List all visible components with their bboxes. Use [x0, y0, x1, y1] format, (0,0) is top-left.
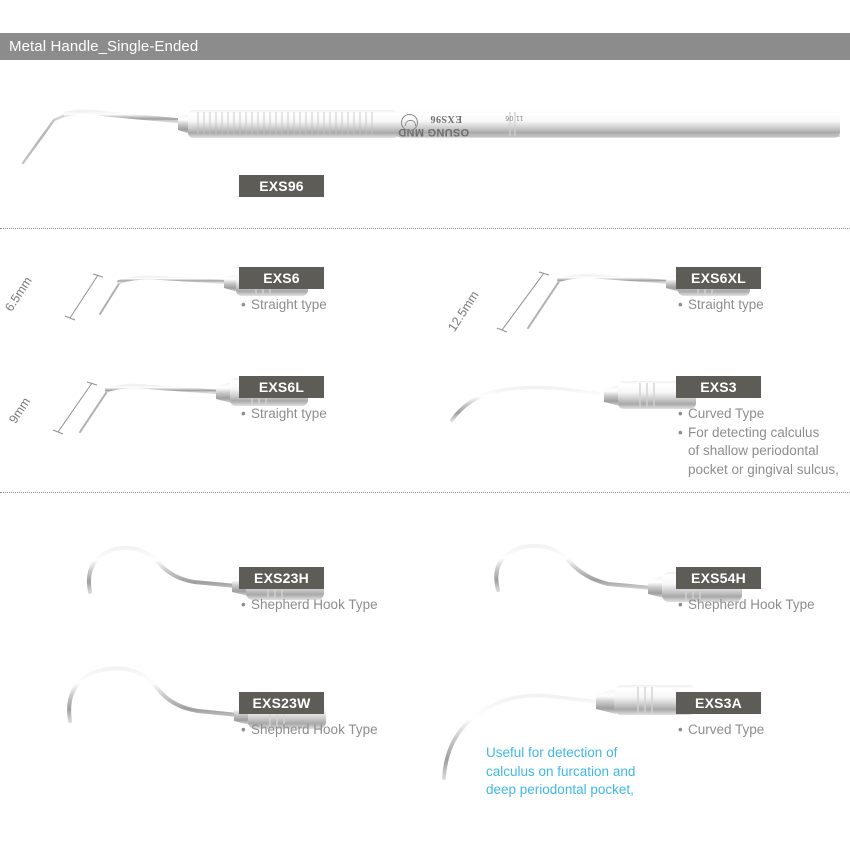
handle-engraving-brand: OSUNG MND	[398, 126, 470, 138]
description-exs23w	[241, 721, 441, 740]
model-label-exs6xl: EXS6XL	[676, 267, 761, 289]
description-line: • For detecting calculus	[678, 424, 850, 443]
page-title: Metal Handle_Single-Ended	[9, 38, 199, 55]
description-line: • Shepherd Hook Type	[241, 721, 441, 740]
description-line: pocket or gingival sulcus,	[688, 461, 839, 477]
model-label-exs23h: EXS23H	[239, 567, 324, 589]
brand-logo-icon	[401, 114, 418, 131]
section-divider-2	[0, 492, 850, 493]
description-line: • Straight type	[241, 405, 431, 424]
description-line: • Straight type	[241, 296, 431, 315]
handle-engraving-extra: 11 06	[505, 114, 524, 121]
description-line: • Straight type	[678, 296, 850, 315]
model-label-exs6l: EXS6L	[239, 376, 324, 398]
dimension-bracket-exs6xl	[492, 268, 552, 338]
model-label-exs3a: EXS3A	[676, 692, 761, 714]
model-label-exs96: EXS96	[239, 175, 324, 197]
section-divider-1	[0, 228, 850, 229]
dimension-label-exs6: 6.5mm	[2, 274, 35, 314]
description-exs6	[241, 296, 431, 315]
dimension-label-exs6xl: 12.5mm	[445, 288, 482, 334]
dimension-label-exs6l: 9mm	[6, 395, 34, 426]
description-line: • Shepherd Hook Type	[241, 596, 441, 615]
section-header-bar	[0, 33, 850, 60]
description-exs6l	[241, 405, 431, 424]
dimension-bracket-exs6l	[48, 378, 103, 443]
description-line: • Curved Type	[678, 405, 850, 424]
description-exs3a	[678, 721, 850, 740]
description-exs6xl	[678, 296, 850, 315]
dimension-bracket-exs6	[60, 270, 110, 330]
description-line: • Shepherd Hook Type	[678, 596, 850, 615]
description-exs23h	[241, 596, 441, 615]
description-exs3	[678, 405, 850, 479]
model-label-exs6: EXS6	[239, 267, 324, 289]
description-line: of shallow periodontal	[688, 443, 819, 458]
description-exs54h	[678, 596, 850, 615]
callout-line: calculus on furcation and	[486, 763, 636, 779]
callout-line: deep periodontal pocket,	[486, 782, 634, 797]
description-line: • Curved Type	[678, 721, 850, 740]
callout-line: Useful for detection of	[486, 745, 618, 760]
model-label-exs54h: EXS54H	[676, 567, 761, 589]
model-label-exs23w: EXS23W	[239, 692, 324, 714]
model-label-exs3: EXS3	[676, 376, 761, 398]
handle-engraving-model: EXS96	[430, 113, 462, 124]
callout-exs3a	[486, 744, 716, 800]
